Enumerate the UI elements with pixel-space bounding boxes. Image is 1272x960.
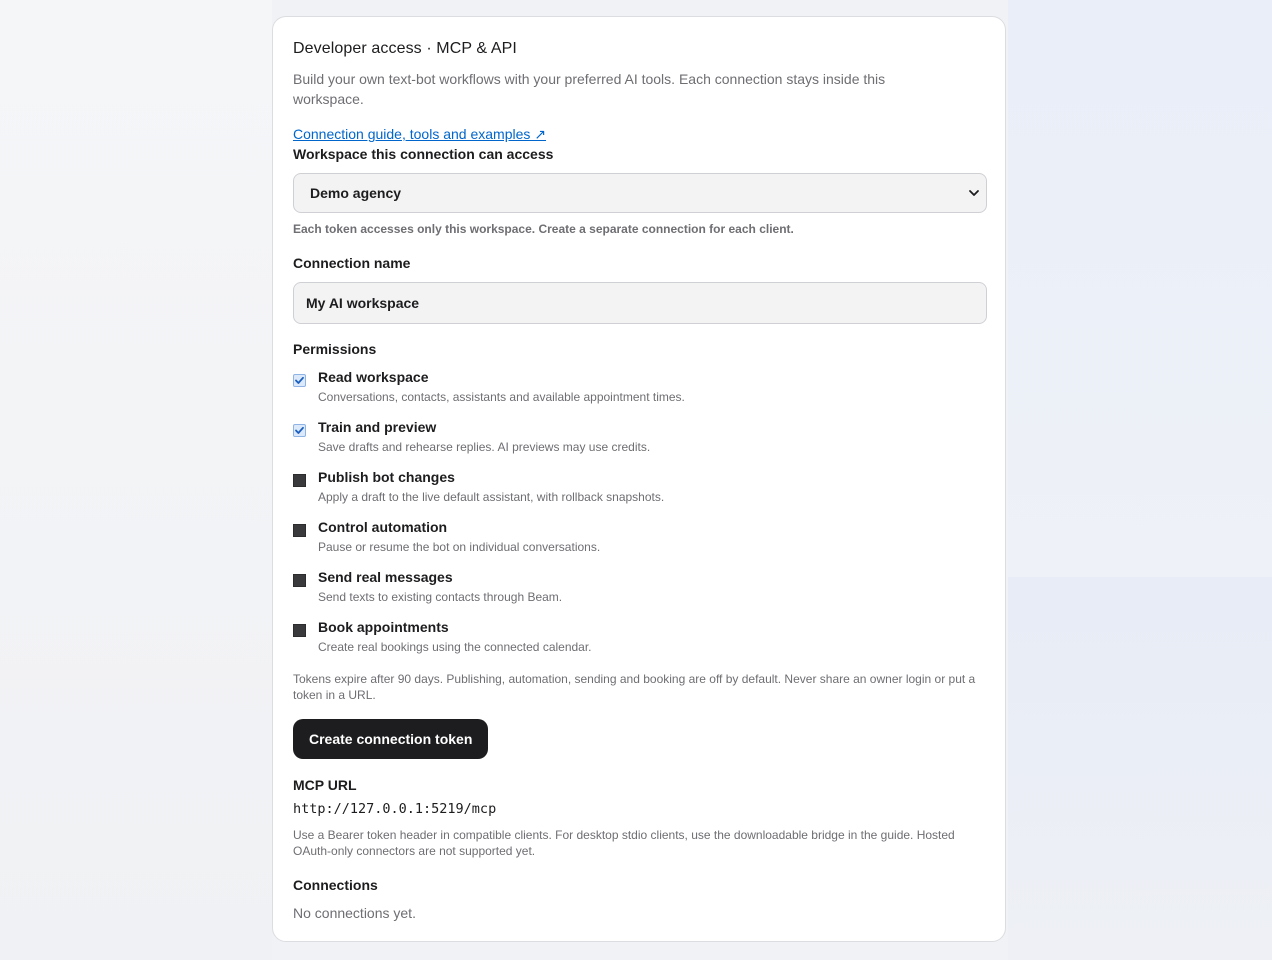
mcp-usage-note: Use a Bearer token header in compatible clients. For desktop stdio clients, use the downloadable bridge in the guide. Hosted OAuth-only connectors are not supported yet. [293,828,955,858]
workspace-label: Workspace this connection can access [293,146,554,162]
connections-empty-state: No connections yet. [293,905,416,921]
background-left [0,0,272,960]
permission-description: Create real bookings using the connected calendar. [318,640,592,654]
permission-title[interactable]: Control automation [318,519,448,535]
section-title: Developer access · MCP & API [293,40,517,57]
connections-label: Connections [293,877,378,893]
permission-read-workspace [293,369,987,409]
background-top-right [1008,0,1272,577]
permission-description: Send texts to existing contacts through Beam. [318,590,563,604]
workspace-select-value: Demo agency [310,185,402,201]
workspace-select[interactable] [293,173,987,213]
train-and-preview-checkbox[interactable] [293,424,306,437]
connection-name-label: Connection name [293,255,411,271]
permissions-label: Permissions [293,341,377,357]
send-real-messages-checkbox[interactable] [293,574,306,587]
checkmark-icon [294,425,305,436]
permission-title[interactable]: Book appointments [318,619,449,635]
mcp-url-label: MCP URL [293,777,357,793]
chevron-down-icon [968,187,980,199]
permission-train-and-preview [293,419,987,459]
token-expiry-note: Tokens expire after 90 days. Publishing, automation, sending and booking are off by default. Never share an owner login or put a token in a URL. [293,672,976,702]
create-connection-token-button[interactable]: Create connection token [293,719,488,759]
book-appointments-checkbox[interactable] [293,624,306,637]
developer-access-card [272,16,1006,942]
checkmark-icon [294,375,305,386]
permission-title[interactable]: Train and preview [318,419,437,435]
permission-publish-bot-changes [293,469,987,509]
section-description: Build your own text-bot workflows with your preferred AI tools. Each connection stays inside this workspace. [293,71,886,107]
background-bottom-right [1008,577,1272,960]
permission-title[interactable]: Send real messages [318,569,453,585]
permission-control-automation [293,519,987,559]
connection-guide-link[interactable]: Connection guide, tools and examples ↗ [293,126,546,142]
permission-book-appointments [293,619,987,659]
permission-send-real-messages [293,569,987,609]
read-workspace-checkbox[interactable] [293,374,306,387]
permission-description: Conversations, contacts, assistants and available appointment times. [318,390,685,404]
permission-description: Pause or resume the bot on individual conversations. [318,540,601,554]
connection-name-input[interactable] [293,282,987,324]
permission-description: Save drafts and rehearse replies. AI previews may use credits. [318,440,651,454]
connection-name-value: My AI workspace [306,295,420,311]
control-automation-checkbox[interactable] [293,524,306,537]
permission-description: Apply a draft to the live default assistant, with rollback snapshots. [318,490,665,504]
publish-bot-changes-checkbox[interactable] [293,474,306,487]
permission-title[interactable]: Publish bot changes [318,469,455,485]
permission-title[interactable]: Read workspace [318,369,429,385]
workspace-hint: Each token accesses only this workspace. Create a separate connection for each client. [293,222,794,236]
mcp-url-value: http://127.0.0.1:5219/mcp [293,801,497,817]
